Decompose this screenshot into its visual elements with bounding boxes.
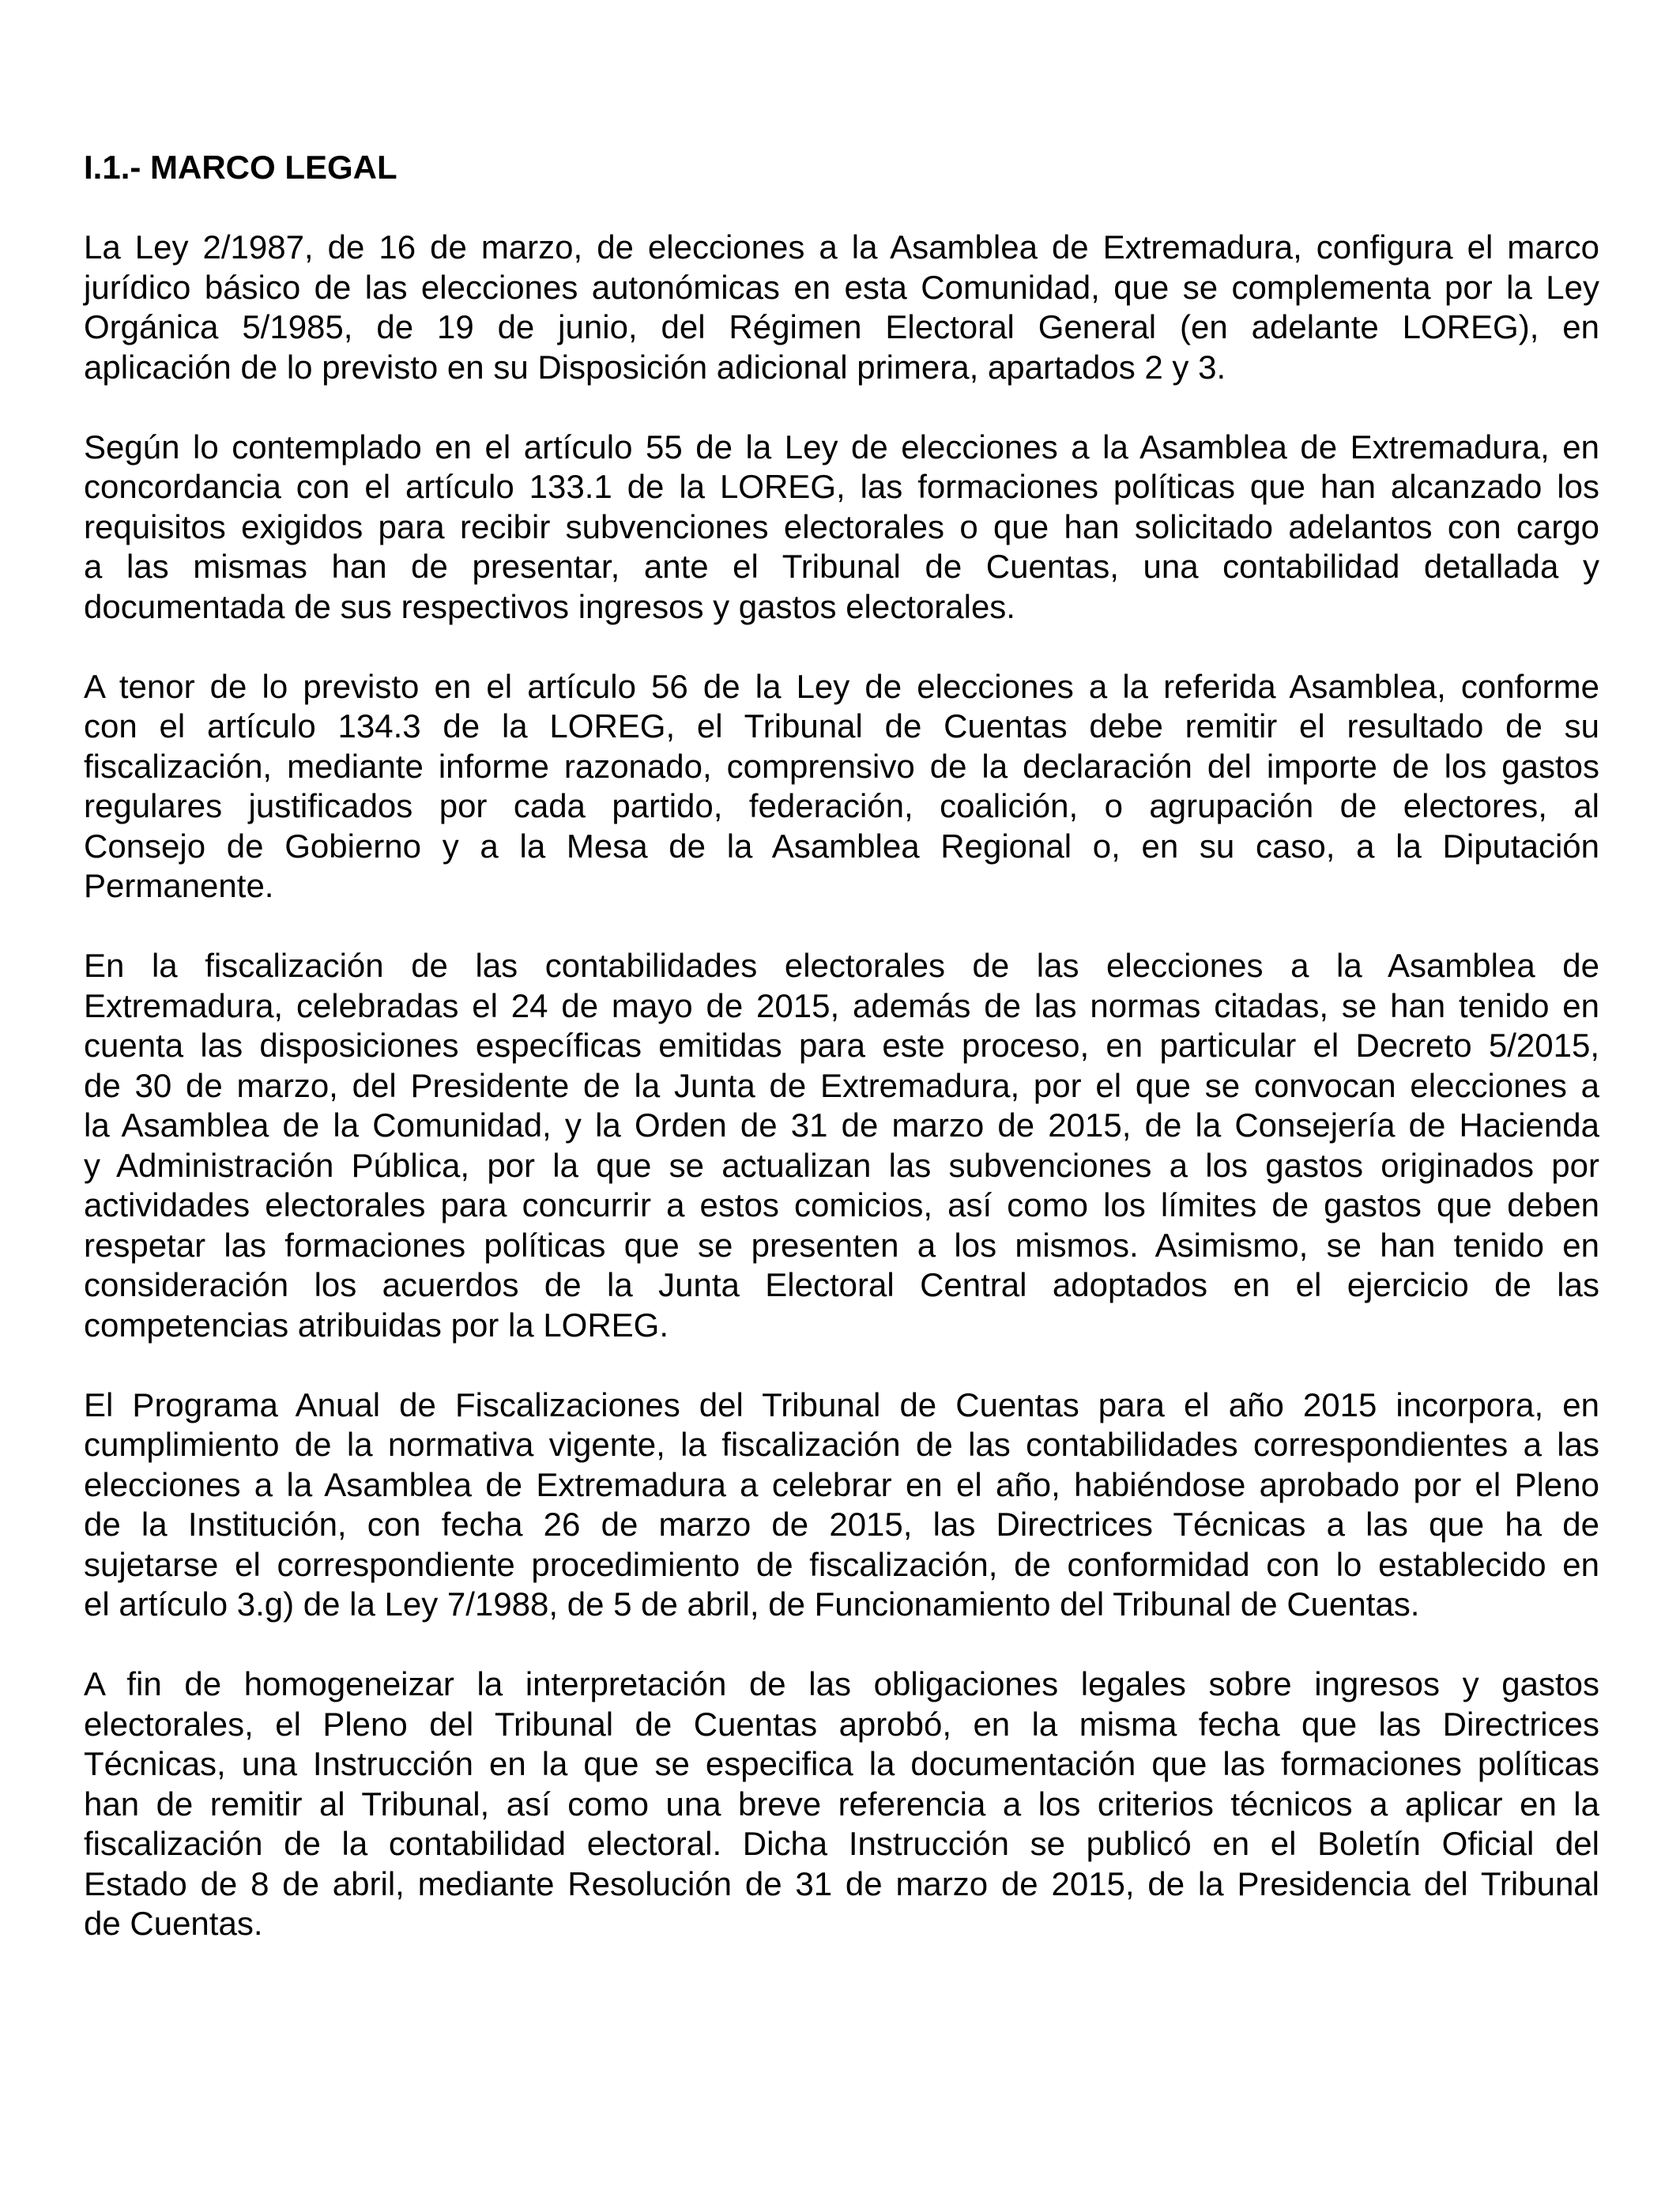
paragraph-line: a las mismas han de presentar, ante el Tribunal de Cuentas, una contabilidad detallada y xyxy=(84,548,1599,585)
body-paragraph xyxy=(84,428,1599,628)
paragraph-line: electorales, el Pleno del Tribunal de Cuentas aprobó, en la misma fecha que las Directrices xyxy=(84,1705,1599,1743)
section-heading: I.1.- MARCO LEGAL xyxy=(84,149,397,186)
paragraph-line: Según lo contemplado en el artículo 55 de la Ley de elecciones a la Asamblea de Extremadura, en xyxy=(84,428,1599,466)
paragraph-line: competencias atribuidas por la LOREG. xyxy=(84,1306,669,1344)
paragraph-line: A tenor de lo previsto en el artículo 56 de la Ley de elecciones a la referida Asamblea, conforme xyxy=(84,667,1599,705)
paragraph-line: la Asamblea de la Comunidad, y la Orden de 31 de marzo de 2015, de la Consejería de Hacienda xyxy=(84,1106,1599,1144)
paragraph-line: El Programa Anual de Fiscalizaciones del Tribunal de Cuentas para el año 2015 incorpora, en xyxy=(84,1385,1599,1423)
paragraph-line: elecciones a la Asamblea de Extremadura a celebrar en el año, habiéndose aprobado por el Pleno xyxy=(84,1465,1599,1503)
paragraph-line: Técnicas, una Instrucción en la que se especifica la documentación que las formaciones políticas xyxy=(84,1745,1599,1782)
paragraph-line: actividades electorales para concurrir a estos comicios, así como los límites de gastos que deben xyxy=(84,1186,1599,1223)
paragraph-line: con el artículo 134.3 de la LOREG, el Tribunal de Cuentas debe remitir el resultado de su xyxy=(84,707,1599,745)
paragraph-line: Extremadura, celebradas el 24 de mayo de 2015, además de las normas citadas, se han tenido en xyxy=(84,986,1599,1024)
paragraph-line: y Administración Pública, por la que se actualizan las subvenciones a los gastos originados por xyxy=(84,1146,1599,1184)
paragraph-line: Orgánica 5/1985, de 19 de junio, del Régimen Electoral General (en adelante LOREG), en xyxy=(84,308,1599,345)
paragraph-line: Permanente. xyxy=(84,867,274,904)
paragraph-line: cuenta las disposiciones específicas emitidas para este proceso, en particular el Decreto 5/2015, xyxy=(84,1027,1599,1064)
paragraph-line: consideración los acuerdos de la Junta Electoral Central adoptados en el ejercicio de las xyxy=(84,1266,1599,1303)
paragraph-line: respetar las formaciones políticas que se presenten a los mismos. Asimismo, se han tenido en xyxy=(84,1226,1599,1264)
paragraph-line: Consejo de Gobierno y a la Mesa de la Asamblea Regional o, en su caso, a la Diputación xyxy=(84,827,1599,865)
paragraph-line: han de remitir al Tribunal, así como una breve referencia a los criterios técnicos a aplicar en la xyxy=(84,1785,1599,1823)
paragraph-line: fiscalización de la contabilidad electoral. Dicha Instrucción se publicó en el Boletín Oficial del xyxy=(84,1825,1599,1862)
body-paragraph xyxy=(84,667,1599,907)
paragraph-line: requisitos exigidos para recibir subvenciones electorales o que han solicitado adelantos con cargo xyxy=(84,507,1599,545)
paragraph-line: aplicación de lo previsto en su Disposición adicional primera, apartados 2 y 3. xyxy=(84,348,1226,386)
paragraph-line: Estado de 8 de abril, mediante Resolución de 31 de marzo de 2015, de la Presidencia del Tribunal xyxy=(84,1864,1599,1902)
paragraph-line: cumplimiento de la normativa vigente, la fiscalización de las contabilidades correspondientes a las xyxy=(84,1426,1599,1463)
paragraph-line: regulares justificados por cada partido, federación, coalición, o agrupación de electores, al xyxy=(84,787,1599,824)
paragraph-line: concordancia con el artículo 133.1 de la LOREG, las formaciones políticas que han alcanzado los xyxy=(84,468,1599,505)
paragraph-line: de 30 de marzo, del Presidente de la Junta de Extremadura, por el que se convocan elecciones a xyxy=(84,1066,1599,1104)
body-paragraph xyxy=(84,1664,1599,1944)
paragraph-line: de la Institución, con fecha 26 de marzo de 2015, las Directrices Técnicas a las que ha de xyxy=(84,1506,1599,1543)
paragraph-line: En la fiscalización de las contabilidades electorales de las elecciones a la Asamblea de xyxy=(84,947,1599,984)
body-paragraph xyxy=(84,228,1599,387)
body-paragraph xyxy=(84,946,1599,1345)
paragraph-line: jurídico básico de las elecciones autonómicas en esta Comunidad, que se complementa por la Ley xyxy=(84,268,1599,306)
paragraph-line: fiscalización, mediante informe razonado, comprensivo de la declaración del importe de los gastos xyxy=(84,747,1599,785)
paragraph-line: La Ley 2/1987, de 16 de marzo, de elecciones a la Asamblea de Extremadura, configura el marco xyxy=(84,228,1599,266)
paragraph-line: documentada de sus respectivos ingresos y gastos electorales. xyxy=(84,587,1015,625)
paragraph-line: de Cuentas. xyxy=(84,1905,263,1942)
body-paragraph xyxy=(84,1385,1599,1625)
paragraph-line: el artículo 3.g) de la Ley 7/1988, de 5 de abril, de Funcionamiento del Tribunal de Cuentas. xyxy=(84,1585,1420,1623)
paragraph-line: sujetarse el correspondiente procedimiento de fiscalización, de conformidad con lo establecido en xyxy=(84,1545,1599,1583)
paragraph-line: A fin de homogeneizar la interpretación de las obligaciones legales sobre ingresos y gastos xyxy=(84,1665,1599,1702)
